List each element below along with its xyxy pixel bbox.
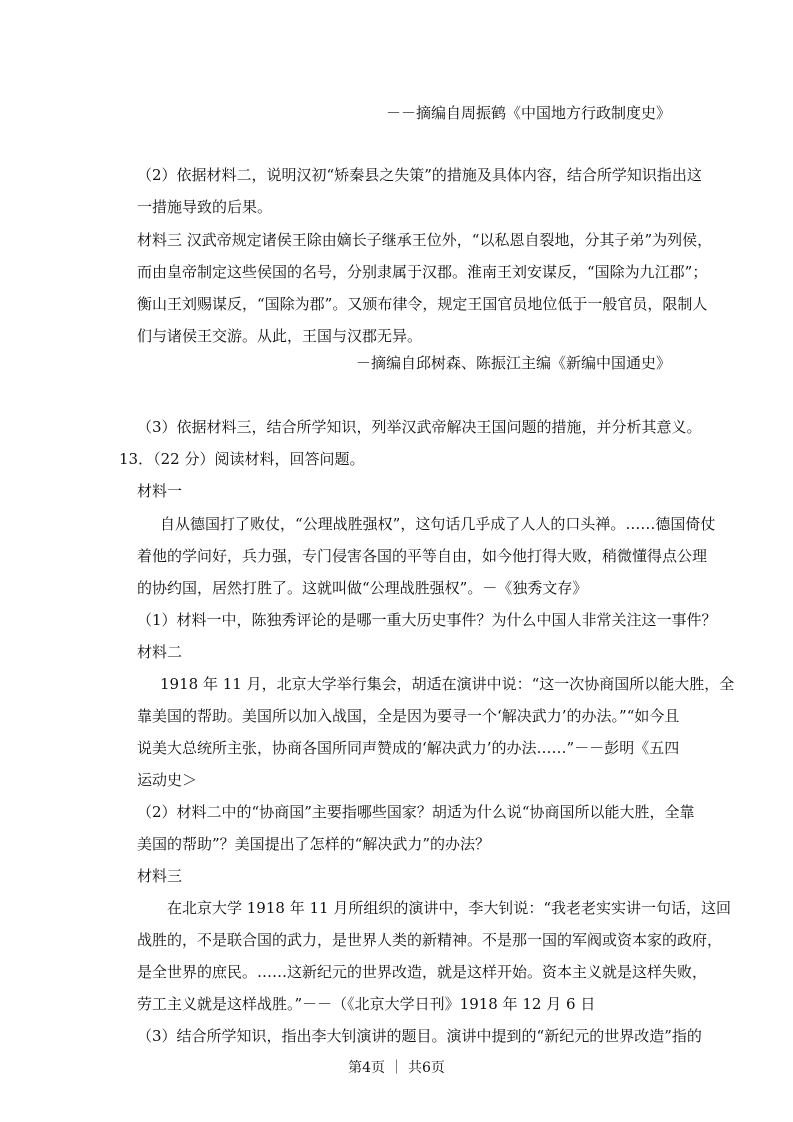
- sub-question-3: （3）结合所学知识，指出李大钊演讲的题目。演讲中提到的“新纪元的世界改造”指的: [137, 1027, 702, 1045]
- material-1-line-2: 着他的学问好，兵力强，专门侵害各国的平等自由，如今他打得大败，稍微懂得点公理: [137, 547, 708, 565]
- material-3b-line-4: 劳工主义就是这样战胜。”－－（《北京大学日刊》1918 年 12 月 6 日: [137, 995, 596, 1013]
- source-citation-zhou: －－摘编自周振鹤《中国地方行政制度史》: [385, 104, 671, 122]
- material-1-line-1: 自从德国打了败仗，“公理战胜强权”，这句话几乎成了人人的口头禅。……德国倚仗: [160, 515, 716, 533]
- material-3b-title: 材料三: [137, 867, 183, 885]
- material-3-line-1: 材料三 汉武帝规定诸侯王除由嫡长子继承王位外，“以私恩自裂地，分其子弟”为列侯，: [137, 231, 713, 249]
- material-3b-line-3: 是全世界的庶民。……这新纪元的世界改造，就是这样开始。资本主义就是这样失败，: [137, 963, 708, 981]
- material-1-title: 材料一: [137, 482, 183, 500]
- question-2-line-1: （2）依据材料二，说明汉初“矫秦县之失策”的措施及具体内容，结合所学知识指出这: [137, 166, 702, 184]
- source-citation-qiu: －摘编自邱树森、陈振江主编《新编中国通史》: [355, 354, 671, 372]
- material-2-line-1: 1918 年 11 月，北京大学举行集会，胡适在演讲中说：“这一次协商国所以能大胜，全: [160, 675, 735, 693]
- material-2-line-2: 靠美国的帮助。美国所以加入战国，全是因为要寻一个‘解决武力’的办法。”“如今且: [137, 707, 680, 725]
- question-3: （3）依据材料三，结合所学知识，列举汉武帝解决王国问题的措施，并分析其意义。: [137, 418, 702, 436]
- material-3-line-2: 而由皇帝制定这些侯国的名号，分别隶属于汉郡。淮南王刘安谋反，“国除为九江郡”；: [137, 263, 708, 281]
- sub-question-1: （1）材料一中，陈独秀评论的是哪一重大历史事件？为什么中国人非常关注这一事件？: [137, 611, 717, 629]
- material-2-line-4: 运动史＞: [137, 771, 198, 789]
- sub-question-2-line-1: （2）材料二中的“协商国”主要指哪些国家？胡适为什么说“协商国所以能大胜，全靠: [137, 803, 695, 821]
- material-2-line-3: 说美大总统所主张，协商各国所同声赞成的‘解决武力’的办法……”－－彭明《五四: [137, 739, 680, 757]
- material-3-line-3: 衡山王刘赐谋反，“国除为郡”。又颁布律令，规定王国官员地位低于一般官员，限制人: [137, 295, 708, 313]
- material-3-line-4: 们与诸侯王交游。从此，王国与汉郡无异。: [137, 327, 423, 345]
- sub-question-2-line-2: 美国的帮助”？美国提出了怎样的“解决武力”的办法？: [137, 835, 491, 853]
- material-1-line-3: 的协约国，居然打胜了。这就叫做“公理战胜强权”。－《独秀文存》: [137, 579, 588, 597]
- material-3b-line-1: 在北京大学 1918 年 11 月所组织的演讲中，李大钊说：“我老老实实讲一句话，这回: [167, 899, 732, 917]
- question-13-header: 13．（22 分）阅读材料，回答问题。: [119, 450, 365, 468]
- question-2-line-2: 一措施导致的后果。: [137, 198, 273, 216]
- material-3b-line-2: 战胜的，不是联合国的武力，是世界人类的新精神。不是那一国的军阀或资本家的政府，: [137, 931, 723, 949]
- material-2-title: 材料二: [137, 643, 183, 661]
- page-footer: 第4页 ｜ 共6页: [348, 1060, 445, 1076]
